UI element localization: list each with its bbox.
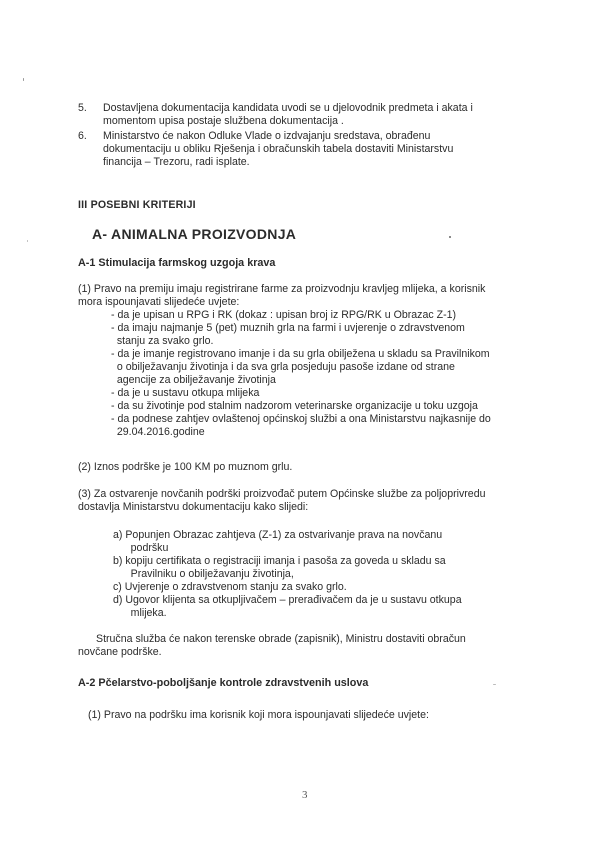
text-line: financija – Trezoru, radi isplate.	[103, 156, 250, 168]
list-item-6	[103, 130, 537, 169]
text-line: momentom upisa postaje službena dokumentacija .	[103, 115, 344, 127]
doc-line: d) Ugovor klijenta sa otkupljivačem – prerađivačem da je u sustavu otkupa	[113, 594, 462, 606]
text-line: Ministarstvo će nakon Odluke Vlade o izdvajanju sredstava, obrađenu	[103, 130, 431, 142]
doc-line: podršku	[113, 542, 169, 554]
scan-speck	[23, 78, 24, 81]
condition-line: - da imaju najmanje 5 (pet) muznih grla na farmi i uvjerenje o zdravstvenom	[111, 322, 465, 334]
doc-line: Pravilniku o obilježavanju životinja,	[113, 568, 294, 580]
a2-p1: (1) Pravo na podršku ima korisnik koji mora ispounjavati slijedeće uvjete:	[88, 709, 429, 721]
documents-list	[113, 529, 462, 620]
list-number: 5.	[78, 102, 87, 114]
condition-line: o obilježavanju životinja i da sva grla posjeduju pasoše izdane od strane	[111, 361, 455, 373]
a1-p3-line: dostavlja Ministarstvu dokumentaciju kako slijedi:	[78, 501, 309, 513]
a1-closing-line: Stručna služba će nakon terenske obrade (zapisnik), Ministru dostaviti obračun	[96, 633, 466, 645]
doc-line: b) kopiju certifikata o registraciji imanja i pasoša za goveda u skladu sa	[113, 555, 446, 567]
a1-p2: (2) Iznos podrške je 100 KM po muznom grlu.	[78, 461, 293, 473]
condition-line: 29.04.2016.godine	[111, 426, 205, 438]
list-number: 6.	[78, 130, 87, 142]
section-heading: III POSEBNI KRITERIJI	[78, 199, 196, 211]
a1-p3-line: (3) Za ostvarenje novčanih podrški proizvođač putem Općinske službe za poljoprivredu	[78, 488, 486, 500]
main-heading: A- ANIMALNA PROIZVODNJA	[92, 226, 297, 242]
text-line: dokumentaciju u obliku Rješenja i obračunskih tabela dostaviti Ministarstvu	[103, 143, 454, 155]
doc-line: a) Popunjen Obrazac zahtjeva (Z-1) za ostvarivanje prava na novčanu	[113, 529, 443, 541]
a1-closing-line: novčane podrške.	[78, 646, 162, 658]
scan-speck	[493, 684, 496, 685]
a1-p1-line: (1) Pravo na premiju imaju registrirane farme za proizvodnju kravljeg mlijeka, a korisnik	[78, 283, 486, 295]
condition-line: - da je upisan u RPG i RK (dokaz : upisan broj iz RPG/RK u Obrazac Z-1)	[111, 309, 457, 321]
condition-line: - da je imanje registrovano imanje i da su grla obilježena u skladu sa Pravilnikom	[111, 348, 490, 360]
scan-speck	[449, 236, 451, 238]
conditions-list	[111, 309, 491, 439]
a2-heading: A-2 Pčelarstvo-poboljšanje kontrole zdravstvenih uslova	[78, 677, 369, 689]
condition-line: - da je u sustavu otkupa mlijeka	[111, 387, 260, 399]
condition-line: - da podnese zahtjev ovlaštenoj općinskoj službi a ona Ministarstvu najkasnije do	[111, 413, 491, 425]
condition-line: - da su životinje pod stalnim nadzorom veterinarske organizacije u toku uzgoja	[111, 400, 478, 412]
doc-line: c) Uvjerenje o zdravstvenom stanju za svako grlo.	[113, 581, 347, 593]
list-item-5	[103, 102, 537, 128]
doc-line: mlijeka.	[113, 607, 167, 619]
condition-line: agencije za obilježavanje životinja	[111, 374, 276, 386]
a1-heading: A-1 Stimulacija farmskog uzgoja krava	[78, 257, 276, 269]
page-number: 3	[302, 789, 308, 801]
a1-p1-line: mora ispounjavati slijedeće uvjete:	[78, 296, 240, 308]
condition-line: stanju za svako grlo.	[111, 335, 214, 347]
text-line: Dostavljena dokumentacija kandidata uvodi se u djelovodnik predmeta i akata i	[103, 102, 473, 114]
scan-speck	[27, 240, 28, 242]
